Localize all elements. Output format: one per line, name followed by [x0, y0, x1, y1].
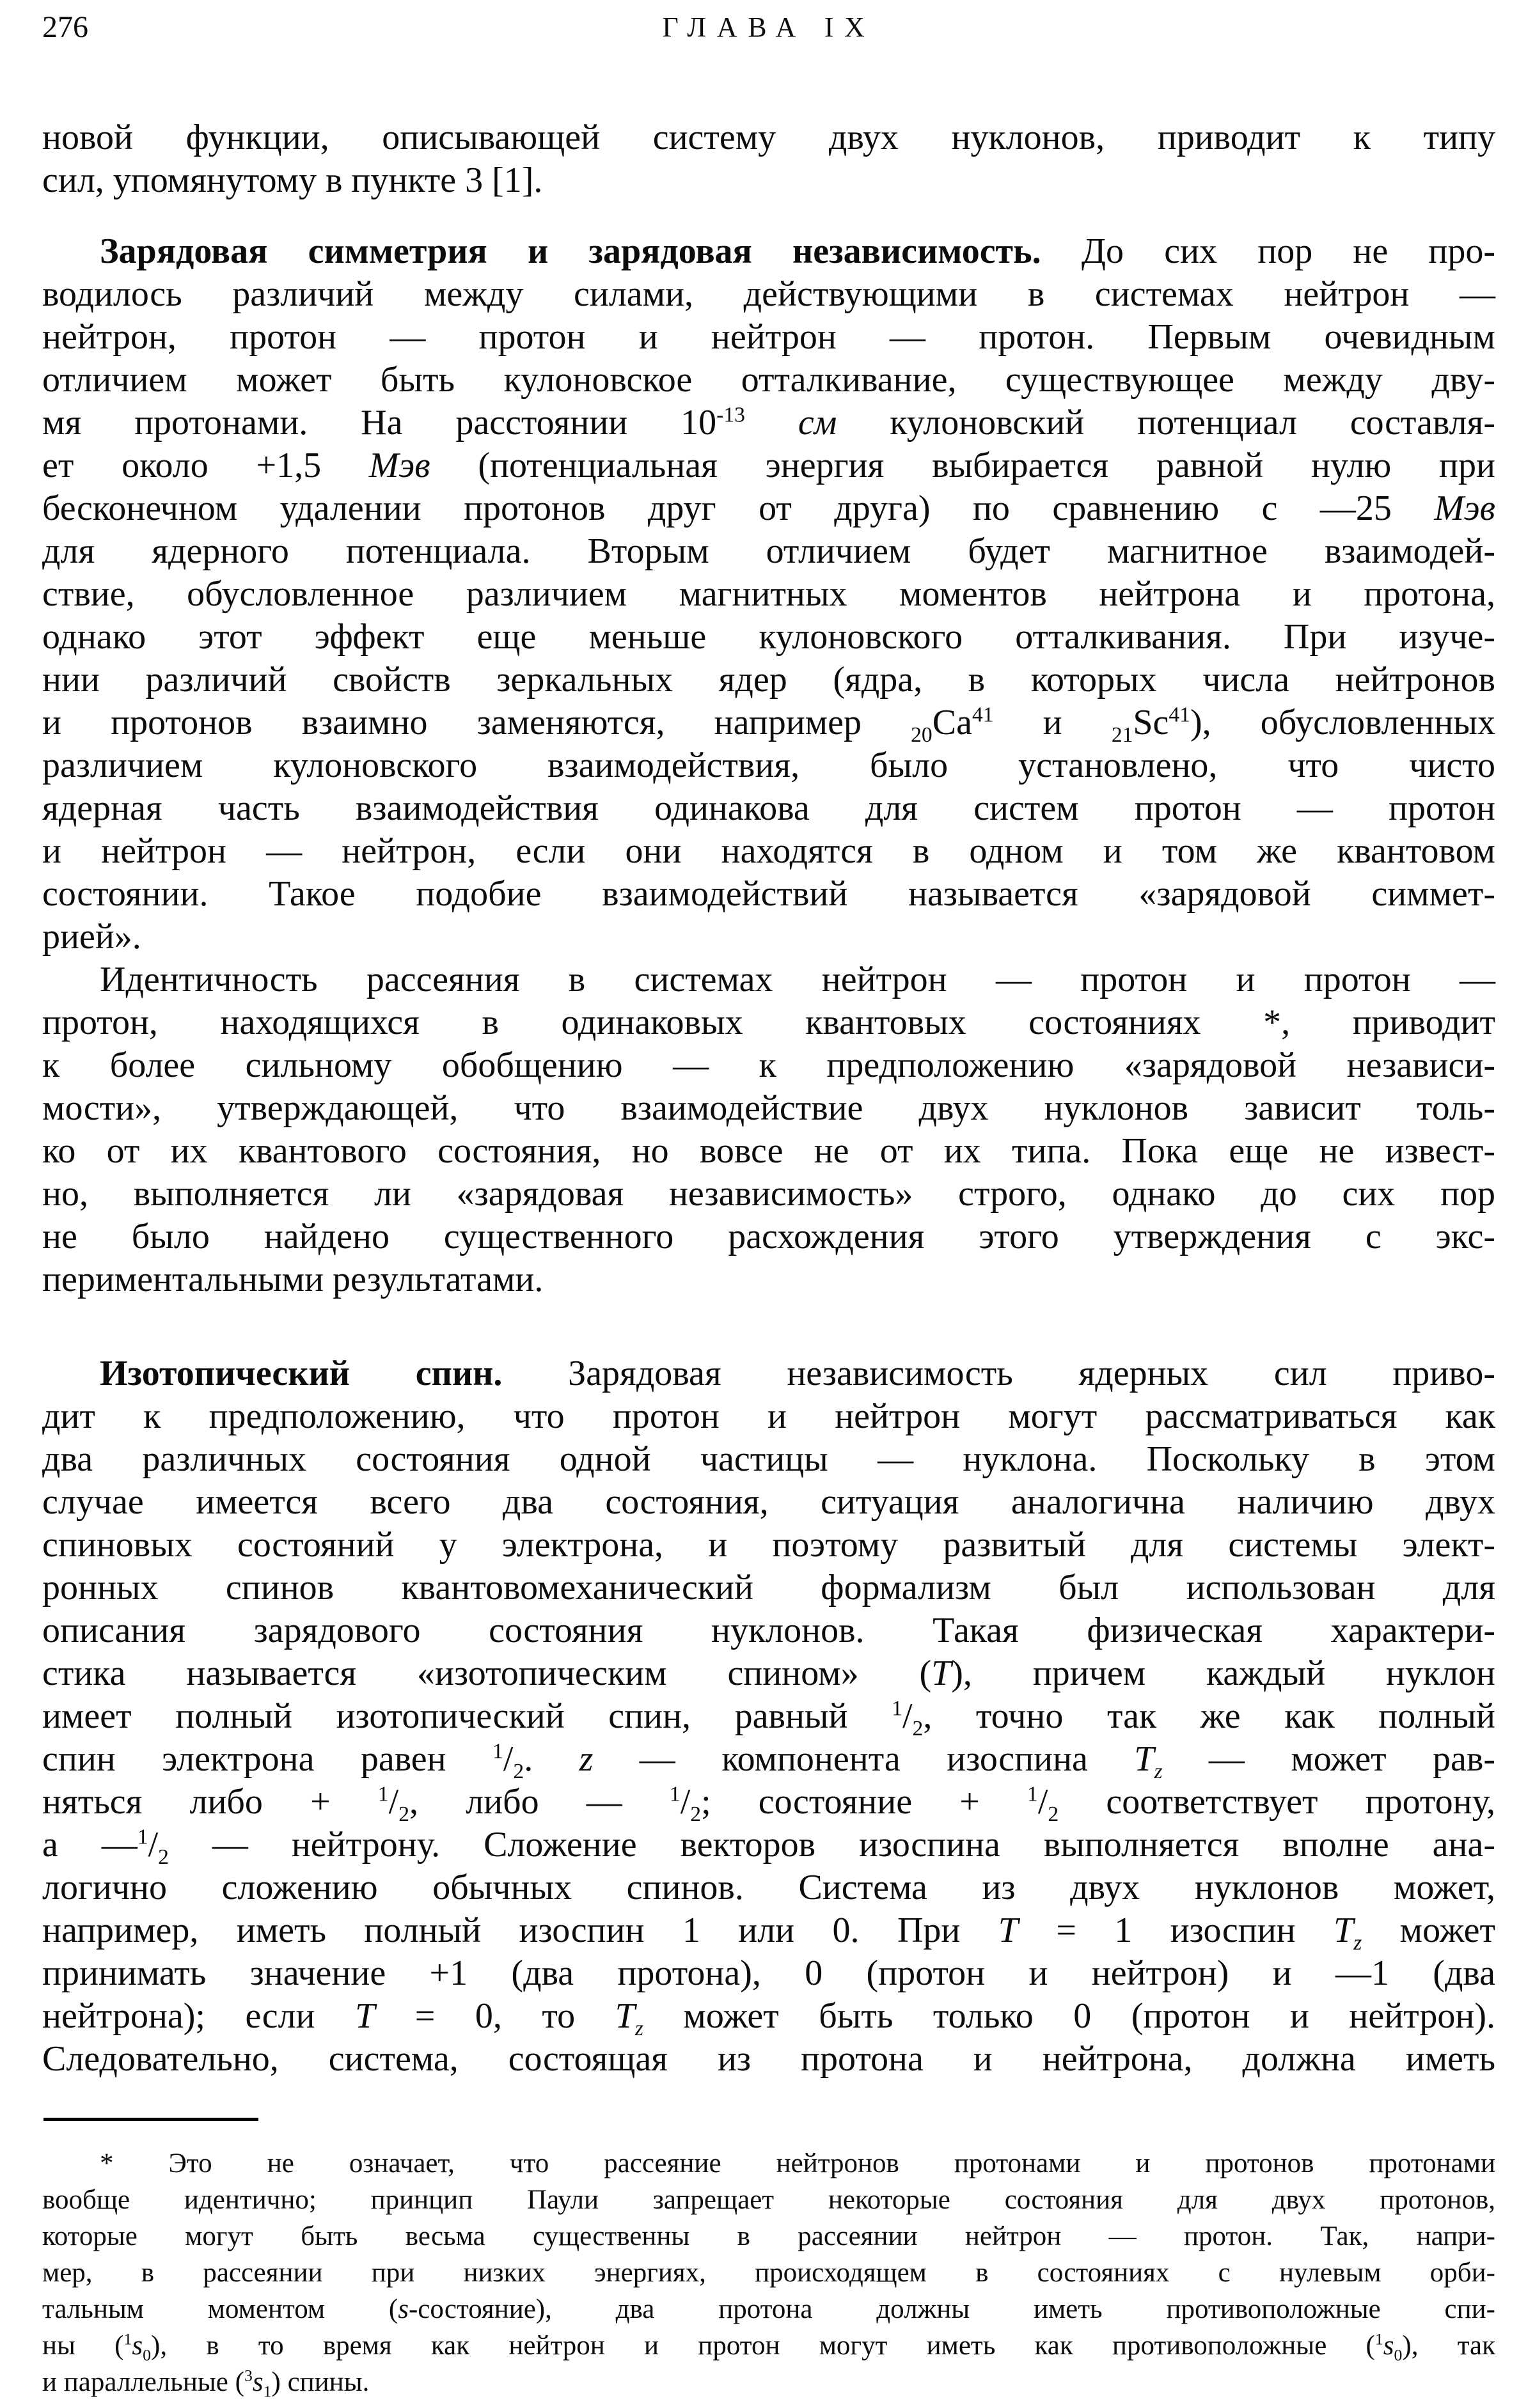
text-segment: 2	[690, 1802, 702, 1827]
text-segment: Зарядовая независимость ядерных сил приво-	[502, 1354, 1495, 1393]
text-line	[42, 787, 1495, 830]
text-line	[42, 2038, 1495, 2081]
text-line	[42, 1216, 1495, 1258]
isotopic-spin-paragraph	[42, 1352, 1495, 2081]
text-segment: 41	[1169, 703, 1190, 727]
body-text	[42, 116, 1495, 2081]
text-segment: 3	[244, 2366, 253, 2385]
text-segment: ядерная часть взаимодействия одинакова для систем протон — протон	[42, 788, 1495, 828]
text-line	[42, 316, 1495, 359]
text-segment: 2	[1048, 1802, 1059, 1827]
text-segment: однако этот эффект еще меньше кулоновского отталкивания. При изуче-	[42, 617, 1495, 657]
text-segment: и нейтрон — нейтрон, если они находятся в одном и том же квантовом	[42, 831, 1495, 871]
text-segment: рией».	[42, 917, 141, 957]
text-line	[42, 487, 1495, 530]
text-segment: 0	[1394, 2345, 1403, 2365]
text-segment: * Это не означает, что рассеяние нейтронов протонами и протонов протонами	[100, 2148, 1495, 2178]
text-segment: два различных состояния одной частицы — нуклона. Поскольку в этом	[42, 1439, 1495, 1479]
text-segment: принимать значение +1 (два протона), 0 (протон и нейтрон) и —1 (два	[42, 1953, 1495, 1993]
text-line	[42, 701, 1496, 747]
text-segment: 1	[263, 2382, 272, 2401]
text-segment: новой функции, описывающей систему двух нуклонов, приводит к типу	[42, 118, 1495, 157]
text-segment: мости», утверждающей, что взаимодействие двух нуклонов зависит толь-	[42, 1088, 1495, 1128]
run-in-heading: Изотопический спин.	[100, 1354, 503, 1393]
text-segment: ны (	[42, 2331, 124, 2361]
text-line	[42, 916, 1495, 958]
run-in-heading: Зарядовая симметрия и зарядовая независимость.	[100, 231, 1041, 271]
text-segment: бесконечном удалении протонов друг от друга) по сравнению с —25	[42, 489, 1435, 528]
text-segment: = 1 изоспин	[1018, 1911, 1334, 1950]
text-segment: /	[680, 1782, 691, 1822]
text-line	[42, 530, 1495, 573]
text-segment: периментальными результатами.	[42, 1260, 544, 1299]
text-segment: До сих пор не про-	[1041, 231, 1495, 271]
footnote-paragraph	[42, 2145, 1495, 2400]
text-segment: 1	[123, 2329, 132, 2349]
text-segment: s	[252, 2367, 264, 2397]
text-segment	[745, 403, 798, 442]
text-line	[42, 159, 1495, 202]
text-segment: T	[355, 1996, 375, 2036]
text-segment: сил, упомянутому в пункте 3 [1].	[42, 160, 543, 200]
text-segment: -13	[716, 403, 745, 427]
text-segment: 21	[1111, 723, 1133, 747]
footnote-separator	[43, 2118, 258, 2121]
text-segment: s	[1383, 2331, 1394, 2361]
text-segment: T	[1334, 1911, 1354, 1950]
text-segment: ко от их квантового состояния, но вовсе не от их типа. Пока еще не извест-	[42, 1131, 1495, 1171]
text-segment: ), обусловленных	[1190, 703, 1496, 742]
text-segment: стика называется «изотопическим спином» (	[42, 1654, 932, 1693]
page-number: 276	[42, 10, 88, 44]
text-line	[42, 1781, 1496, 1827]
text-segment: ствие, обусловленное различием магнитных моментов нейтрона и протона,	[42, 574, 1495, 614]
text-line	[42, 1609, 1495, 1652]
text-line	[42, 873, 1495, 916]
text-line	[42, 2182, 1495, 2218]
text-line	[42, 1352, 1495, 1395]
text-segment: T	[1134, 1739, 1154, 1779]
text-segment: протон, находящихся в одинаковых квантовых состояниях *, приводит	[42, 1003, 1495, 1042]
text-segment: /	[148, 1825, 159, 1865]
text-segment: ), в то время как нейтрон и протон могут иметь как противоположные (	[151, 2331, 1375, 2361]
text-line	[42, 116, 1495, 159]
text-line	[42, 273, 1495, 316]
text-segment: T	[931, 1654, 952, 1693]
text-segment: описания зарядового состояния нуклонов. Такая физическая характери-	[42, 1611, 1495, 1650]
text-line	[42, 1130, 1495, 1173]
text-segment: 41	[972, 703, 994, 727]
text-segment: не было найдено существенного расхождения этого утверждения с экс-	[42, 1217, 1495, 1256]
text-line	[42, 958, 1495, 1001]
text-segment: ), так	[1402, 2331, 1495, 2361]
text-line	[42, 1395, 1495, 1438]
text-segment: ет около +1,5	[42, 446, 369, 485]
text-segment: 2	[513, 1760, 524, 1784]
text-segment: к более сильному обобщению — к предположению «зарядовой независи-	[42, 1045, 1495, 1085]
text-segment: мя протонами. На расстоянии 10	[42, 403, 717, 442]
text-segment: спиновых состояний у электрона, и поэтому развитый для системы элект-	[42, 1525, 1495, 1565]
text-segment: 2	[912, 1717, 924, 1741]
text-line	[42, 573, 1495, 616]
text-segment: /	[388, 1782, 399, 1822]
text-line	[42, 744, 1495, 787]
text-segment: может быть только 0 (протон и нейтрон).	[643, 1996, 1495, 2036]
text-segment: Ca	[932, 703, 972, 742]
text-line	[42, 2145, 1495, 2182]
text-segment: дит к предположению, что протон и нейтрон могут рассматриваться как	[42, 1396, 1495, 1436]
text-line	[42, 2327, 1495, 2364]
text-segment: а —	[42, 1825, 138, 1865]
text-segment: — может рав-	[1162, 1739, 1496, 1779]
text-segment: состоянии. Такое подобие взаимодействий называется «зарядовой симмет-	[42, 874, 1495, 914]
text-line	[42, 359, 1495, 402]
text-segment: — компонента изоспина	[593, 1739, 1135, 1779]
text-segment: /	[902, 1696, 913, 1736]
text-line	[42, 2291, 1495, 2327]
text-segment: 1	[377, 1782, 389, 1806]
text-segment: см	[798, 403, 837, 442]
text-segment: но, выполняется ли «зарядовая независимость» строго, однако до сих пор	[42, 1174, 1495, 1214]
text-line	[42, 1866, 1495, 1909]
text-segment: s	[398, 2294, 409, 2324]
text-segment: 1	[892, 1696, 902, 1721]
text-segment: логично сложению обычных спинов. Система из двух нуклонов может,	[42, 1868, 1495, 1907]
text-segment: 1	[137, 1825, 148, 1849]
text-line	[42, 230, 1495, 273]
text-segment: случае имеется всего два состояния, ситуация аналогична наличию двух	[42, 1482, 1495, 1522]
text-segment: отличием может быть кулоновское отталкивание, существующее между дву-	[42, 360, 1495, 400]
text-segment: водилось различий между силами, действующими в системах нейтрон —	[42, 274, 1495, 314]
text-line	[42, 1738, 1496, 1784]
text-line	[42, 2218, 1495, 2255]
text-segment: , точно так же как полный	[923, 1696, 1496, 1736]
text-segment: Идентичность рассеяния в системах нейтрон — протон и протон —	[100, 960, 1495, 999]
text-segment: 1	[492, 1739, 503, 1763]
text-segment: нейтрон, протон — протон и нейтрон — протон. Первым очевидным	[42, 317, 1495, 357]
text-line	[42, 1995, 1495, 2041]
text-line	[42, 1952, 1495, 1995]
text-segment: нейтрона); если	[42, 1996, 356, 2036]
text-segment: Следовательно, система, состоящая из протона и нейтрона, должна иметь	[42, 2039, 1495, 2079]
text-segment: вообще идентично; принцип Паули запрещает некоторые состояния для двух протонов,	[42, 2185, 1495, 2215]
text-line	[42, 1909, 1496, 1955]
charge-symmetry-paragraph	[42, 230, 1495, 958]
text-line	[42, 444, 1495, 487]
text-segment: спин электрона равен	[42, 1739, 493, 1779]
text-segment: которые могут быть весьма существенны в рассеянии нейтрон — протон. Так, напри-	[42, 2221, 1495, 2251]
text-segment: и протонов взаимно заменяются, например	[42, 703, 911, 742]
text-segment: z	[1353, 1931, 1362, 1955]
text-segment: 1	[1374, 2329, 1383, 2349]
charge-independence-paragraph	[42, 958, 1495, 1301]
text-segment: T	[998, 1911, 1018, 1950]
chapter-header: ГЛАВА IX	[662, 12, 876, 43]
text-line	[42, 1695, 1496, 1741]
text-segment: 1	[669, 1782, 681, 1806]
text-segment: соответствует протону,	[1059, 1782, 1496, 1822]
text-segment: может	[1362, 1911, 1496, 1950]
text-segment: и	[993, 703, 1112, 742]
text-line	[42, 2364, 1495, 2400]
text-segment: s	[132, 2331, 143, 2361]
text-segment: 1	[1027, 1782, 1038, 1806]
text-segment: и параллельные (	[42, 2367, 244, 2397]
text-segment: .	[524, 1739, 579, 1779]
text-segment: няться либо +	[42, 1782, 378, 1822]
text-line	[42, 616, 1495, 659]
text-segment: z	[634, 2017, 643, 2041]
text-segment: 2	[398, 1802, 409, 1827]
text-line	[42, 1481, 1495, 1524]
text-segment: мер, в рассеянии при низких энергиях, происходящем в состояниях с нулевым орби-	[42, 2258, 1495, 2288]
text-line	[42, 1824, 1495, 1870]
text-segment: 0	[143, 2345, 152, 2365]
text-segment: 2	[158, 1845, 169, 1870]
text-segment: , либо —	[409, 1782, 670, 1822]
text-line	[42, 659, 1495, 701]
text-segment: различием кулоновского взаимодействия, было установлено, что чисто	[42, 746, 1495, 785]
text-line	[42, 1652, 1495, 1695]
text-segment: z	[579, 1739, 594, 1779]
text-segment: -состояние), два протона должны иметь противоположные спи-	[408, 2294, 1495, 2324]
text-segment: Мэв	[368, 446, 430, 485]
intro-continuation-paragraph	[42, 116, 1495, 202]
text-segment: например, иметь полный изоспин 1 или 0. При	[42, 1911, 998, 1950]
text-segment: ронных спинов квантовомеханический формализм был использован для	[42, 1568, 1495, 1607]
text-segment: /	[1037, 1782, 1048, 1822]
text-segment: /	[503, 1739, 514, 1779]
text-line	[42, 2255, 1495, 2291]
text-line	[42, 1567, 1495, 1609]
text-line	[42, 830, 1495, 873]
text-segment: тальным моментом (	[42, 2294, 398, 2324]
text-line	[42, 1044, 1495, 1087]
text-segment: ), причем каждый нуклон	[951, 1654, 1496, 1693]
page-header	[42, 9, 1495, 46]
text-segment: кулоновский потенциал составля-	[837, 403, 1495, 442]
text-line	[42, 1173, 1495, 1216]
text-line	[42, 402, 1495, 444]
text-segment: — нейтрону. Сложение векторов изоспина выполняется вполне ана-	[168, 1825, 1495, 1865]
text-segment: нии различий свойств зеркальных ядер (ядра, в которых числа нейтронов	[42, 660, 1495, 700]
text-segment: T	[615, 1996, 635, 2036]
text-line	[42, 1524, 1495, 1567]
text-segment: для ядерного потенциала. Вторым отличием будет магнитное взаимодей-	[42, 531, 1495, 571]
text-segment: (потенциальная энергия выбирается равной нулю при	[430, 446, 1495, 485]
text-line	[42, 1001, 1495, 1044]
text-segment: = 0, то	[375, 1996, 615, 2036]
text-line	[42, 1438, 1495, 1481]
text-segment: ) спины.	[271, 2367, 370, 2397]
text-segment: имеет полный изотопический спин, равный	[42, 1696, 892, 1736]
text-line	[42, 1258, 1495, 1301]
text-segment: Мэв	[1434, 489, 1495, 528]
text-segment: Sc	[1133, 703, 1169, 742]
text-line	[42, 1087, 1495, 1130]
text-segment: ; состояние +	[701, 1782, 1028, 1822]
text-segment: z	[1154, 1760, 1163, 1784]
text-segment: 20	[911, 723, 933, 747]
footnote	[42, 2145, 1495, 2400]
